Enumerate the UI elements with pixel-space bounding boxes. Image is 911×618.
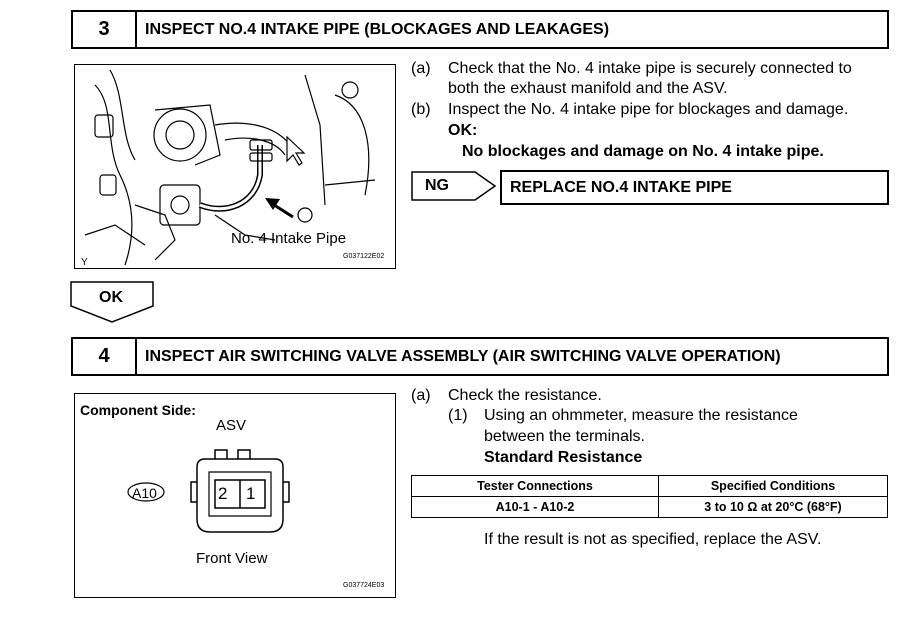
step-3-a-line1: Check that the No. 4 intake pipe is securely connected to bbox=[448, 60, 852, 77]
step-4-header bbox=[71, 337, 889, 376]
standard-resistance-label: Standard Resistance bbox=[484, 449, 643, 466]
figure-corner-mark: Y bbox=[81, 257, 88, 268]
step-4-a-text: Check the resistance. bbox=[448, 387, 602, 404]
step-4-a-marker: (a) bbox=[411, 387, 431, 404]
step-3-b-marker: (b) bbox=[411, 101, 431, 118]
table-header-row bbox=[412, 476, 888, 497]
step-4-number: 4 bbox=[73, 339, 137, 374]
step-3-a-marker: (a) bbox=[411, 60, 431, 77]
step-3-title: INSPECT NO.4 INTAKE PIPE (BLOCKAGES AND LEAKAGES) bbox=[145, 20, 610, 38]
step-4-sub-marker: (1) bbox=[448, 407, 468, 424]
figure-code: G037122E02 bbox=[343, 253, 385, 260]
resistance-table bbox=[411, 475, 888, 518]
table-header: Specified Conditions bbox=[659, 476, 888, 497]
ok-criteria-text: No blockages and damage on No. 4 intake pipe. bbox=[462, 143, 824, 160]
ng-label: NG bbox=[425, 177, 449, 194]
step-4-sub-line1: Using an ohmmeter, measure the resistance bbox=[484, 407, 798, 424]
front-view-label: Front View bbox=[196, 550, 268, 567]
asv-label: ASV bbox=[216, 417, 247, 434]
result-instruction: If the result is not as specified, replace the ASV. bbox=[484, 531, 822, 548]
table-header: Tester Connections bbox=[412, 476, 659, 497]
step-3-number: 3 bbox=[73, 12, 137, 47]
intake-pipe-label: No. 4 Intake Pipe bbox=[231, 230, 347, 247]
ok-label: OK: bbox=[448, 122, 478, 139]
step-3-b-line1: Inspect the No. 4 intake pipe for blockages and damage. bbox=[448, 101, 849, 118]
step-3-a-line2: both the exhaust manifold and the ASV. bbox=[448, 80, 728, 97]
connector-pin-2: 2 bbox=[218, 484, 228, 503]
table-cell: A10-1 - A10-2 bbox=[412, 497, 659, 518]
figure-code: G037724E03 bbox=[343, 582, 385, 589]
connector-pin-1: 1 bbox=[246, 484, 256, 503]
step-4-sub-line2: between the terminals. bbox=[484, 428, 645, 445]
ok-next-label: OK bbox=[99, 289, 123, 306]
connector-code: A10 bbox=[132, 485, 157, 501]
component-side-label: Component Side: bbox=[80, 402, 196, 418]
table-cell: 3 to 10 Ω at 20°C (68°F) bbox=[659, 497, 888, 518]
step-3-header bbox=[71, 10, 889, 49]
table-row bbox=[412, 497, 888, 518]
intake-pipe-figure bbox=[74, 64, 396, 269]
asv-connector-figure bbox=[74, 393, 396, 598]
ng-action-box: REPLACE NO.4 INTAKE PIPE bbox=[500, 170, 889, 205]
step-4-title: INSPECT AIR SWITCHING VALVE ASSEMBLY (AIR SWITCHING VALVE OPERATION) bbox=[145, 347, 781, 365]
